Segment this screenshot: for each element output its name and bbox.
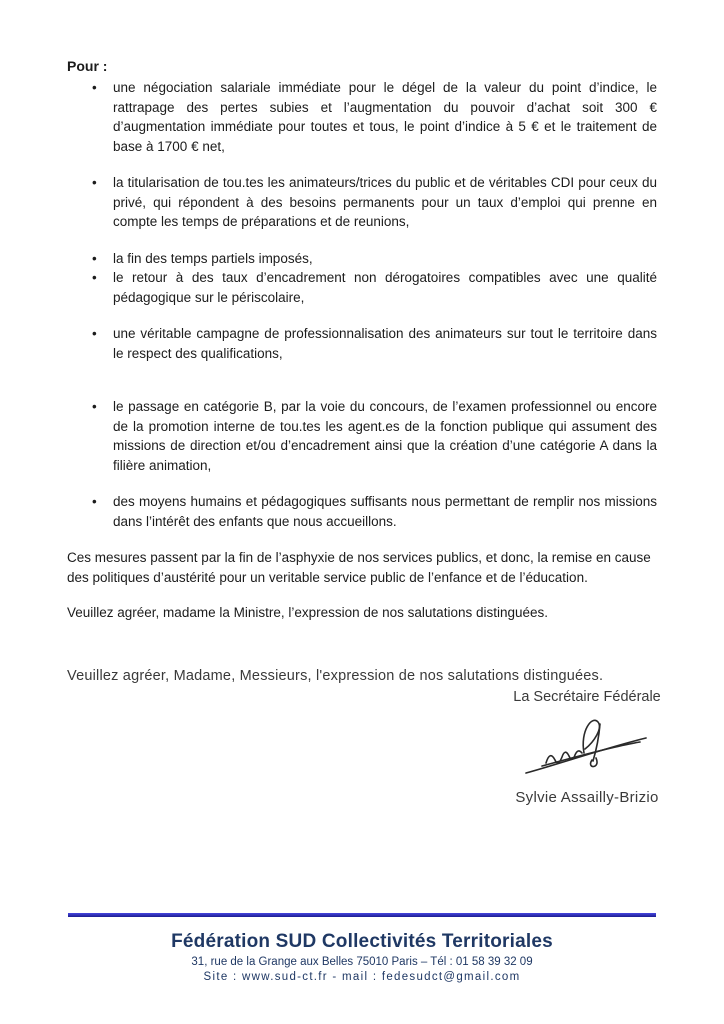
- measures-paragraph: Ces mesures passent par la fin de l’asphyxie de nos services publics, et donc, la remise en cause des politiques d’austérité pour un veritable service public de l’enfance et de l’éducation.: [67, 550, 651, 585]
- salutation-ministre: Veuillez agréer, madame la Ministre, l’expression de nos salutations distinguées.: [67, 605, 549, 620]
- organization-contacts: Site : www.sud-ct.fr - mail : fedesudct@gmail.com: [203, 971, 521, 983]
- signature-block: [472, 688, 702, 806]
- organization-address: 31, rue de la Grange aux Belles 75010 Paris – Tél : 01 58 39 32 09: [191, 956, 533, 968]
- signatory-name: Sylvie Assailly-Brizio: [515, 789, 659, 806]
- demands-list: [67, 78, 657, 531]
- pour-heading: Pour :: [67, 58, 108, 74]
- organization-name: Fédération SUD Collectivités Territoriales: [171, 931, 553, 952]
- signatory-role: La Secrétaire Fédérale: [513, 689, 661, 705]
- letterhead-footer: [68, 913, 656, 984]
- list-item: • le retour à des taux d’encadrement non dérogatoires compatibles avec une qualité pédagogique sur le périscolaire,: [67, 268, 657, 307]
- list-item: • le passage en catégorie B, par la voie du concours, de l’examen professionnel ou encore de la promotion interne de tou.tes les agent.es de la fonction publique qui assument des missions de direction et/ou d’encadrement ainsi que la création d’une catégorie A dans la filière animation,: [67, 397, 657, 475]
- list-item: • des moyens humains et pédagogiques suffisants nous permettant de remplir nos missions dans l’intérêt des enfants que nous accueillons.: [67, 492, 657, 531]
- list-item: • la fin des temps partiels imposés,: [67, 249, 657, 269]
- salutation-generale: Veuillez agréer, Madame, Messieurs, l'expression de nos salutations distinguées.: [67, 667, 604, 684]
- list-item: • une véritable campagne de professionnalisation des animateurs sur tout le territoire dans le respect des qualifications,: [67, 324, 657, 363]
- footer-divider: [68, 913, 656, 917]
- handwritten-signature-icon: [522, 709, 652, 785]
- list-item: • une négociation salariale immédiate pour le dégel de la valeur du point d’indice, le rattrapage des pertes subies et l’augmentation du pouvoir d’achat soit 300 € d’augmentation immédiate pour toutes et tous, le point d’indice à 5 € et le traitement de base à 1700 € net,: [67, 78, 657, 156]
- list-item: • la titularisation de tou.tes les animateurs/trices du public et de véritables CDI pour ceux du privé, qui répondent à des besoins permanents pour un taux d’emploi qui prenne en compte les temps de préparations et de reunions,: [67, 173, 657, 232]
